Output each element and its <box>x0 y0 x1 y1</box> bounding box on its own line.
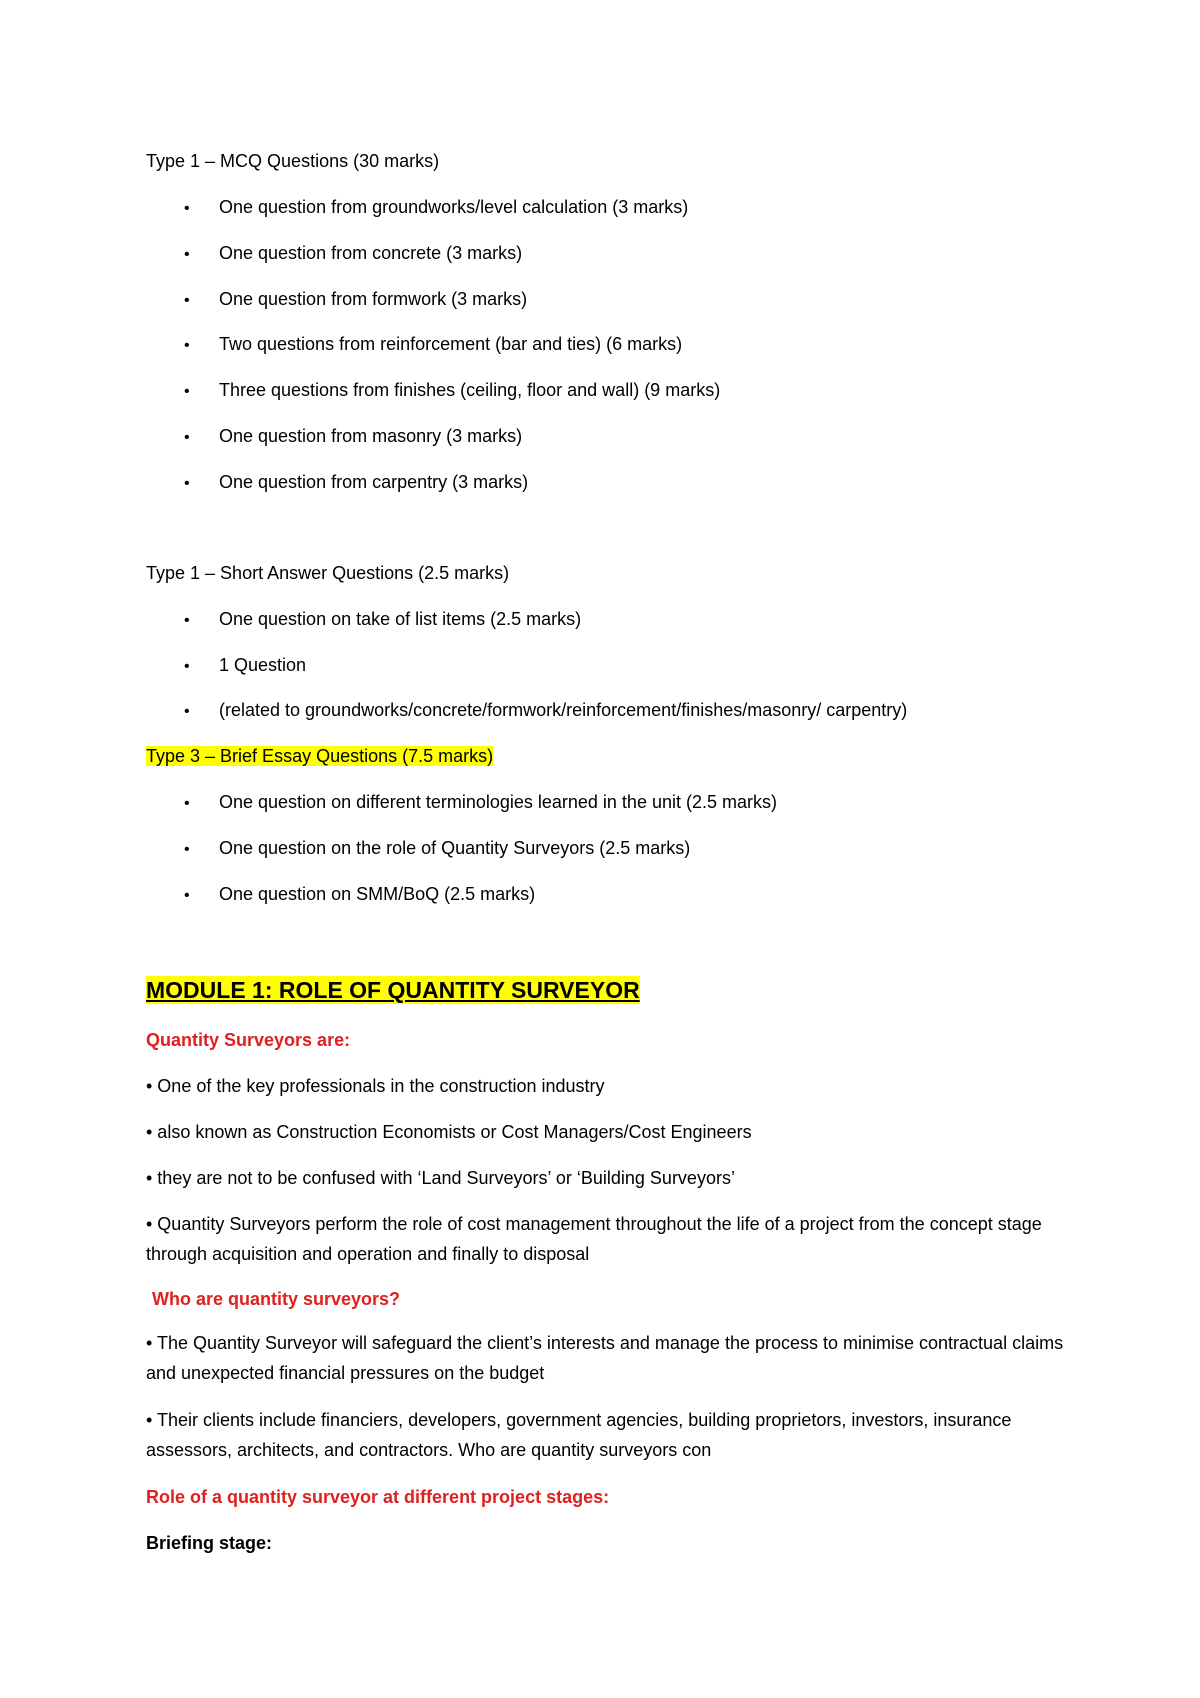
bullet-icon: • <box>184 703 190 720</box>
list-item: • Two questions from reinforcement (bar and ties) (6 marks) <box>184 333 682 357</box>
list-item: • One question from groundworks/level calculation (3 marks) <box>184 196 688 220</box>
list-item: • One question on the role of Quantity Surveyors (2.5 marks) <box>184 837 690 861</box>
bullet-icon: • <box>184 292 190 309</box>
list-item: • One question from formwork (3 marks) <box>184 288 527 312</box>
mcq-heading: Type 1 – MCQ Questions (30 marks) <box>146 151 440 171</box>
bullet-icon: • <box>184 429 190 446</box>
subheading-who-are-qs: Who are quantity surveyors? <box>152 1289 401 1309</box>
highlighted-heading: Type 3 – Brief Essay Questions (7.5 marks) <box>146 746 494 766</box>
list-item: • One question from masonry (3 marks) <box>184 425 522 449</box>
short-answer-heading: Type 1 – Short Answer Questions (2.5 marks) <box>146 563 510 583</box>
bullet-icon: • <box>184 841 190 858</box>
list-item: • One question from carpentry (3 marks) <box>184 471 528 495</box>
module-title: MODULE 1: ROLE OF QUANTITY SURVEYOR <box>146 977 640 1003</box>
bullet-icon: • <box>184 200 190 217</box>
bullet-icon: • <box>184 887 190 904</box>
bullet-icon: • <box>184 337 190 354</box>
module-point: • Their clients include financiers, developers, government agencies, building proprietors, investors, insurance assessors, architects, and contractors. Who are quantity surveyors con <box>146 1410 1012 1460</box>
bullet-icon: • <box>184 658 190 675</box>
bullet-icon: • <box>184 246 190 263</box>
bullet-icon: • <box>184 475 190 492</box>
list-item: • Three questions from finishes (ceiling, floor and wall) (9 marks) <box>184 379 720 403</box>
list-item: • One question on take of list items (2.5 marks) <box>184 608 581 632</box>
subheading-qs-are: Quantity Surveyors are: <box>146 1030 351 1050</box>
essay-heading <box>146 745 493 767</box>
list-item: • One question from concrete (3 marks) <box>184 242 522 266</box>
bullet-icon: • <box>184 612 190 629</box>
bullet-icon: • <box>184 795 190 812</box>
subheading-role-stages: Role of a quantity surveyor at different project stages: <box>146 1487 610 1507</box>
module-point: • also known as Construction Economists or Cost Managers/Cost Engineers <box>146 1122 752 1142</box>
list-item: • One question on SMM/BoQ (2.5 marks) <box>184 883 535 907</box>
module-point: • they are not to be confused with ‘Land Surveyors’ or ‘Building Surveyors’ <box>146 1168 735 1188</box>
bullet-icon: • <box>184 383 190 400</box>
list-item: • (related to groundworks/concrete/formwork/reinforcement/finishes/masonry/ carpentry) <box>184 699 907 723</box>
list-item: • 1 Question <box>184 654 306 678</box>
list-item: • One question on different terminologies learned in the unit (2.5 marks) <box>184 791 777 815</box>
module-point: • Quantity Surveyors perform the role of cost management throughout the life of a project from the concept stage through acquisition and operation and finally to disposal <box>146 1214 1042 1264</box>
module-point: • The Quantity Surveyor will safeguard the client’s interests and manage the process to minimise contractual claims and unexpected financial pressures on the budget <box>146 1333 1064 1383</box>
subheading-briefing-stage: Briefing stage: <box>146 1533 273 1553</box>
module-point: • One of the key professionals in the construction industry <box>146 1076 605 1096</box>
